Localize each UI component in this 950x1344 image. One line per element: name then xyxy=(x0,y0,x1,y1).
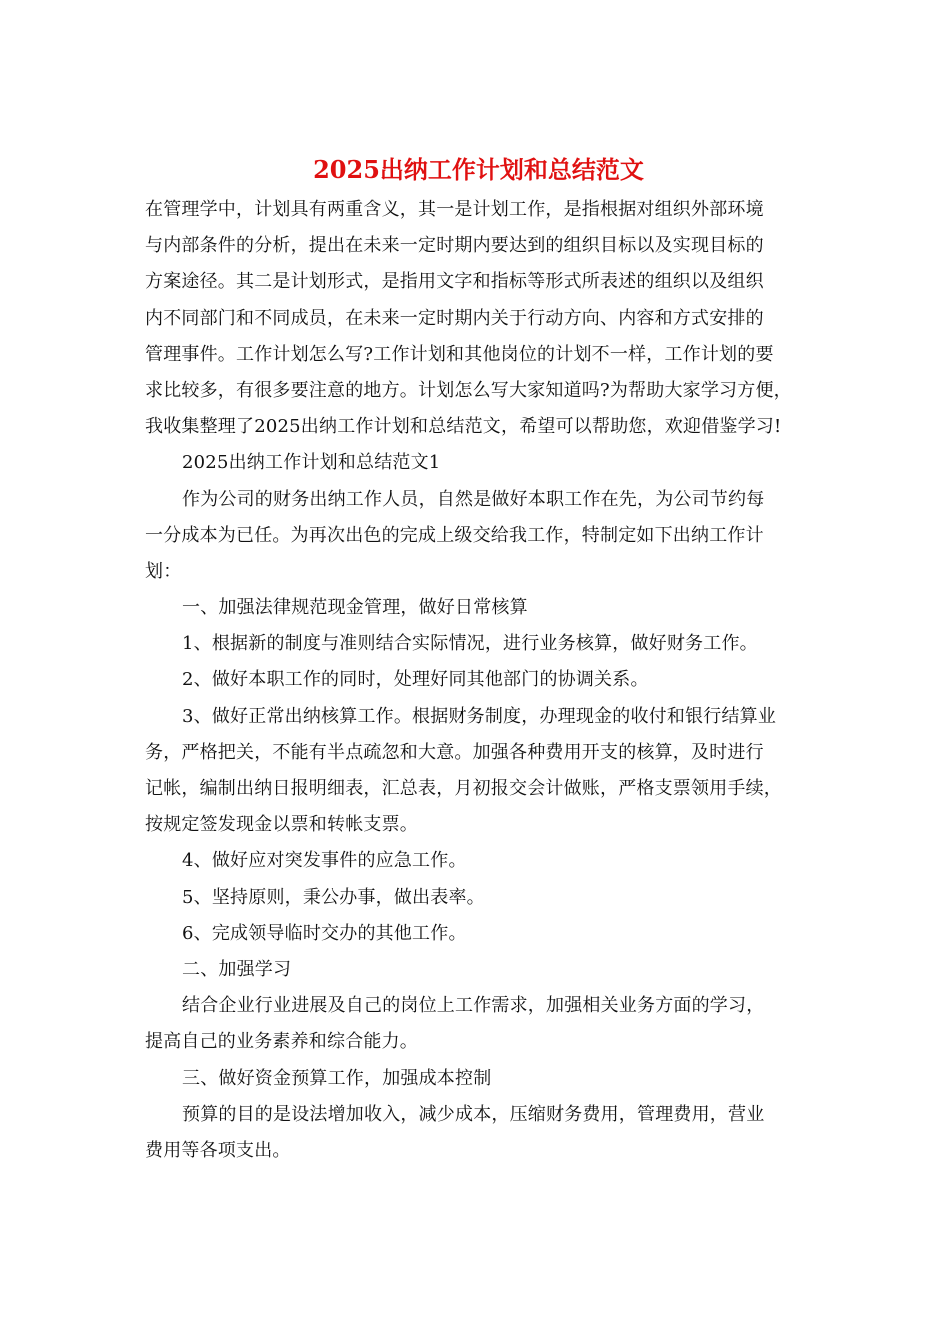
section-heading: 二、加强学习 xyxy=(182,958,292,980)
list-item: 4、做好应对突发事件的应急工作。 xyxy=(182,850,467,872)
body-line: 结合企业行业进展及自己的岗位上工作需求，加强相关业务方面的学习， xyxy=(182,995,765,1017)
body-line: 提高自己的业务素养和综合能力。 xyxy=(145,1031,418,1053)
document-body xyxy=(145,192,812,1169)
body-line: 在管理学中，计划具有两重含义，其一是计划工作，是指根据对组织外部环境 xyxy=(145,199,764,220)
body-line: 我收集整理了2025出纳工作计划和总结范文，希望可以帮助您，欢迎借鉴学习! xyxy=(145,416,782,438)
body-line: 方案途径。其二是计划形式，是指用文字和指标等形式所表述的组织以及组织 xyxy=(145,271,764,293)
section-heading: 一、加强法律规范现金管理，做好日常核算 xyxy=(182,597,528,619)
section-heading: 三、做好资金预算工作，加强成本控制 xyxy=(182,1067,492,1089)
document-title: 2025出纳工作计划和总结范文 xyxy=(313,155,644,184)
body-line: 求比较多，有很多要注意的地方。计划怎么写大家知道吗?为帮助大家学习方便， xyxy=(145,379,792,401)
body-line: 记帐，编制出纳日报明细表，汇总表，月初报交会计做账，严格支票领用手续， xyxy=(145,778,782,799)
body-line: 预算的目的是设法增加收入，减少成本，压缩财务费用，管理费用，营业 xyxy=(182,1103,765,1125)
body-line: 管理事件。工作计划怎么写?工作计划和其他岗位的计划不一样，工作计划的要 xyxy=(145,343,774,365)
body-line: 内不同部门和不同成员，在未来一定时期内关于行动方向、内容和方式安排的 xyxy=(145,307,764,329)
list-item: 1、根据新的制度与准则结合实际情况，进行业务核算，做好财务工作。 xyxy=(182,633,758,655)
body-line: 作为公司的财务出纳工作人员，自然是做好本职工作在先，为公司节约每 xyxy=(182,488,765,510)
body-line: 与内部条件的分析，提出在未来一定时期内要达到的组织目标以及实现目标的 xyxy=(145,235,764,257)
body-line: 一分成本为已任。为再次出色的完成上级交给我工作，特制定如下出纳工作计 xyxy=(145,524,764,546)
list-item: 2、做好本职工作的同时，处理好同其他部门的协调关系。 xyxy=(182,669,649,691)
body-line: 按规定签发现金以票和转帐支票。 xyxy=(145,814,418,836)
body-line: 费用等各项支出。 xyxy=(145,1139,291,1161)
section-heading: 2025出纳工作计划和总结范文1 xyxy=(182,452,441,474)
list-item: 3、做好正常出纳核算工作。根据财务制度，办理现金的收付和银行结算业 xyxy=(182,705,777,727)
list-item: 6、完成领导临时交办的其他工作。 xyxy=(182,922,467,944)
body-line: 划： xyxy=(145,560,182,582)
list-item: 5、坚持原则，秉公办事，做出表率。 xyxy=(182,886,485,908)
body-line: 务，严格把关，不能有半点疏忽和大意。加强各种费用开支的核算，及时进行 xyxy=(145,741,764,763)
